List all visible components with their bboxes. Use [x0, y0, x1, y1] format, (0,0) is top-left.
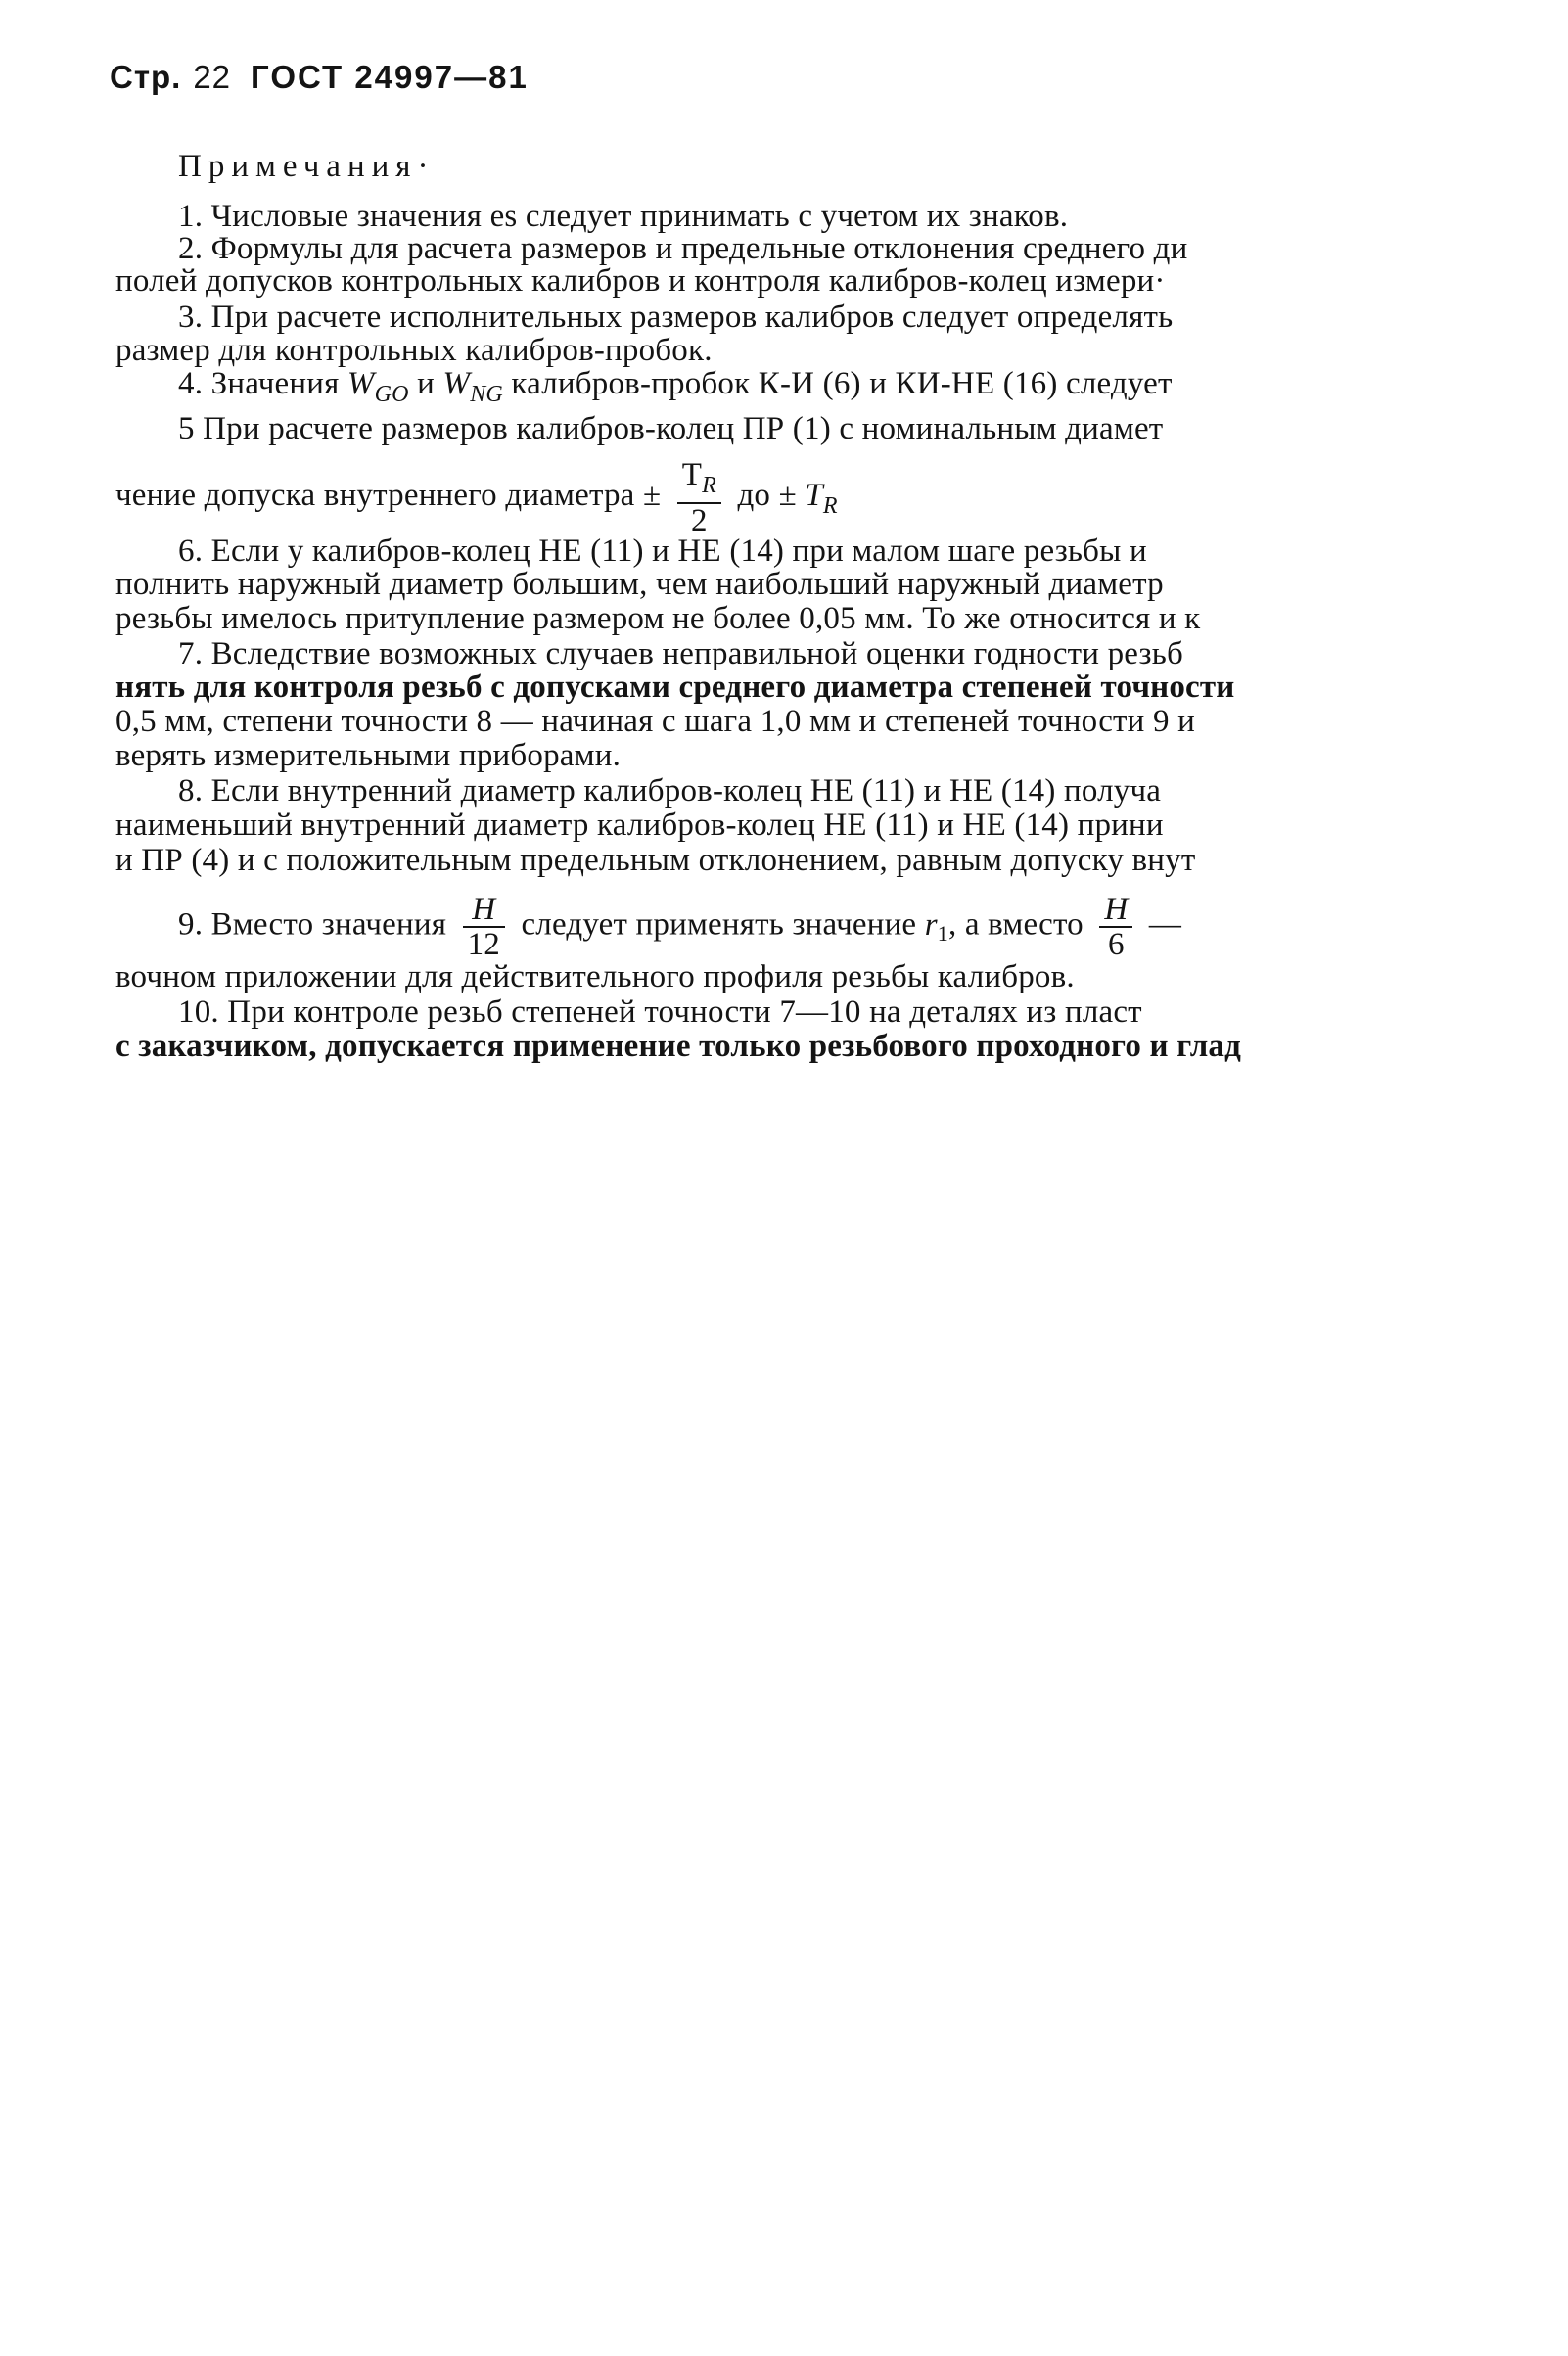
- note-line-20: вочном приложении для действительного профиля резьбы калибров.: [115, 959, 1075, 994]
- note-line-11: резьбы имелось притупление размером не более 0,05 мм. То же относится и к: [115, 601, 1201, 636]
- h-over-6-fraction: $\frac{H}{6}$: [1099, 893, 1132, 961]
- note-4-text-b: и: [417, 366, 436, 401]
- note-line-14: 0,5 мм, степени точности 8 — начиная с шага 1,0 мм и степеней точности 9 и: [115, 704, 1195, 739]
- note-line-15: верять измерительными приборами.: [115, 738, 622, 773]
- note-line-12: 7. Вследствие возможных случаев неправильной оценки годности резьб: [178, 636, 1184, 671]
- w-go-symbol: $W_{GO}$: [346, 366, 409, 407]
- page-prefix: Стр.: [110, 59, 182, 95]
- notes-title: Примечания·: [178, 149, 436, 184]
- note-line-8: [115, 458, 838, 537]
- note-line-9: 6. Если у калибров-колец НЕ (11) и НЕ (14) при малом шаге резьбы и: [178, 533, 1147, 569]
- note-5-text-b: до ±: [737, 478, 797, 514]
- note-line-1: 1. Числовые значения es следует принимать с учетом их знаков.: [178, 199, 1069, 234]
- note-line-17: наименьший внутренний диаметр калибров-колец НЕ (11) и НЕ (14) прини: [115, 808, 1164, 843]
- note-line-3: полей допусков контрольных калибров и контроля калибров-колец измери·: [115, 263, 1166, 299]
- note-line-7: 5 При расчете размеров калибров-колец ПР (1) с номинальным диамет: [178, 411, 1164, 446]
- note-line-18: и ПР (4) и с положительным предельным отклонением, равным допуску внут: [115, 843, 1196, 878]
- h-over-12-fraction: $\frac{H}{12}$: [463, 893, 505, 961]
- note-9-text-a: 9. Вместо значения: [178, 906, 447, 943]
- note-line-5: размер для контрольных калибров-пробок.: [115, 333, 713, 368]
- r1-symbol: r1: [924, 906, 948, 946]
- note-9-text-b: следует применять значение: [521, 906, 917, 943]
- page-header: [110, 59, 529, 96]
- note-4-text-c: калибров-пробок К-И (6) и КИ-НЕ (16) следует: [511, 366, 1173, 401]
- note-9-text-d: —: [1148, 906, 1182, 943]
- note-line-4: 3. При расчете исполнительных размеров калибров следует определять: [178, 300, 1174, 335]
- note-line-22: с заказчиком, допускается применение только резьбового проходного и глад: [115, 1029, 1242, 1064]
- note-9-text-c: , а вместо: [947, 906, 1084, 943]
- tr-symbol: $T_R$: [805, 478, 838, 520]
- note-5-text-a: чение допуска внутреннего диаметра ±: [115, 478, 662, 514]
- tr-over-2-fraction: $\frac{T_R}{2}$: [677, 458, 721, 537]
- note-line-19: [178, 893, 1181, 961]
- page-number: 22: [193, 59, 232, 95]
- note-line-2: 2. Формулы для расчета размеров и предельные отклонения среднего ди: [178, 231, 1188, 266]
- standard-number: ГОСТ 24997—81: [251, 59, 529, 95]
- note-line-10: полнить наружный диаметр большим, чем наибольший наружный диаметр: [115, 567, 1164, 602]
- note-line-16: 8. Если внутренний диаметр калибров-колец НЕ (11) и НЕ (14) получа: [178, 773, 1162, 808]
- w-ng-symbol: $W_{NG}$: [442, 366, 503, 407]
- note-line-21: 10. При контроле резьб степеней точности 7—10 на деталях из пласт: [178, 994, 1142, 1030]
- note-line-6: [178, 366, 1173, 412]
- note-line-13: нять для контроля резьб с допусками среднего диаметра степеней точности: [115, 670, 1235, 705]
- note-4-text-a: 4. Значения: [178, 366, 340, 401]
